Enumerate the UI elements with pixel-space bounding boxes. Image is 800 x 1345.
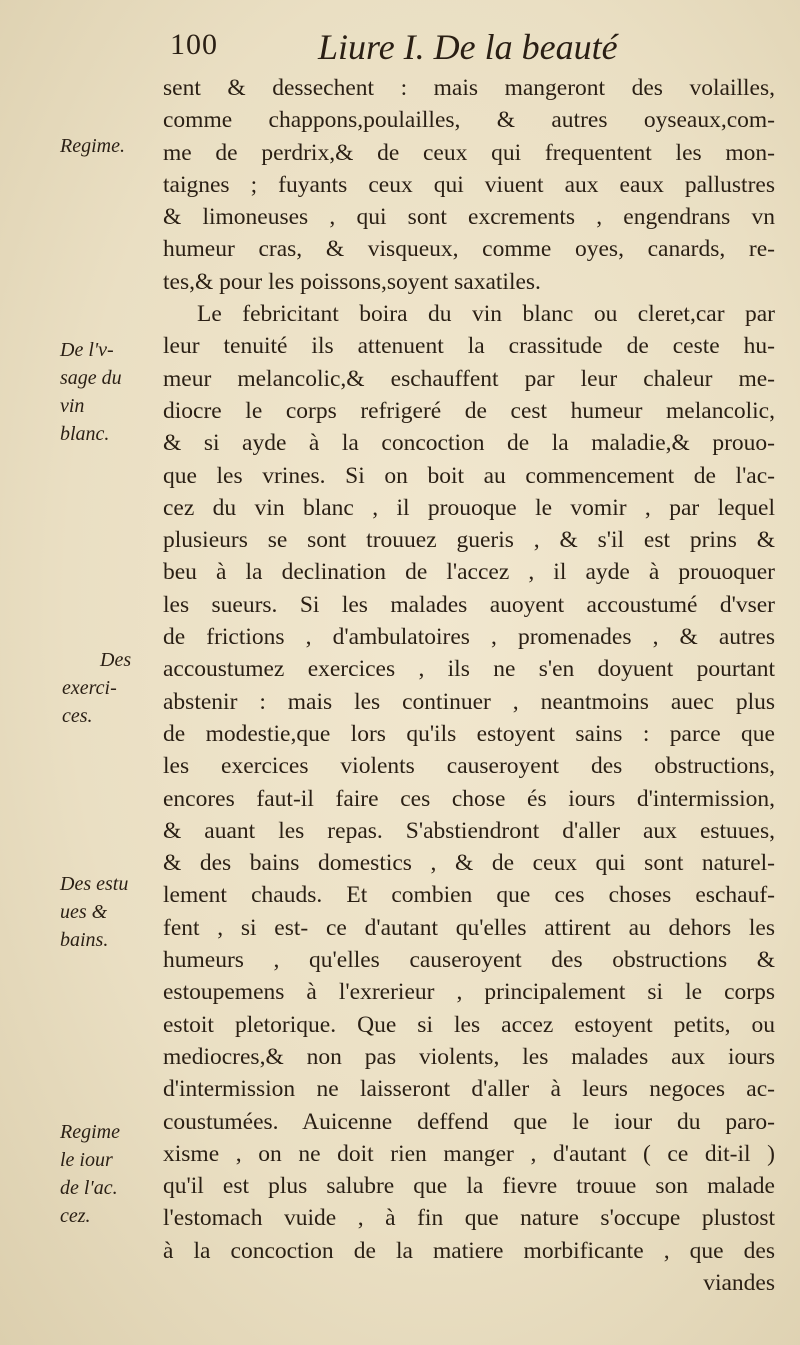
margin-note-line: ues & xyxy=(60,901,108,923)
text-line: humeurs , qu'elles causeroyent des obstructions & xyxy=(163,947,775,974)
text-line: que les vrines. Si on boit au commencement de l'ac- xyxy=(163,462,775,489)
margin-note-exercices xyxy=(60,646,160,730)
margin-note-line: de l'ac. xyxy=(60,1177,118,1199)
page-number: 100 xyxy=(170,28,218,61)
text-line: & auant les repas. S'abstiendront d'aller aux estuues, xyxy=(163,817,775,844)
margin-note-line: blanc. xyxy=(60,423,110,445)
text-line: meur melancolic,& eschauffent par leur chaleur me- xyxy=(163,365,775,392)
text-line: de frictions , d'ambulatoires , promenades , & autres xyxy=(163,624,775,651)
margin-note-line: ces. xyxy=(62,705,93,727)
catchword: viandes xyxy=(703,1269,775,1296)
margin-note-line: De l'v- xyxy=(60,339,114,361)
text-line: sent & dessechent : mais mangeront des volailles, xyxy=(163,75,775,101)
text-line: l'estomach vuide , à fin que nature s'occupe plustost xyxy=(163,1205,775,1232)
text-line: d'intermission ne laisseront d'aller à leurs negoces ac- xyxy=(163,1076,775,1103)
text-line: diocre le corps refrigeré de cest humeur melancolic, xyxy=(163,397,775,424)
text-line: taignes ; fuyants ceux qui viuent aux eaux pallustres xyxy=(163,171,775,198)
text-line: à la concoction de la matiere morbificante , que des xyxy=(163,1237,775,1264)
text-line: leur tenuité ils attenuent la crassitude de ceste hu- xyxy=(163,333,775,360)
running-title: Liure I. De la beauté xyxy=(318,27,618,67)
margin-note-line: vin xyxy=(60,395,85,417)
page-header xyxy=(170,22,670,72)
text-line: mediocres,& non pas violents, les malades aux iours xyxy=(163,1043,775,1070)
margin-note-line: Regime. xyxy=(60,135,125,157)
margin-note-line: cez. xyxy=(60,1205,91,1227)
text-line: abstenir : mais les continuer , neantmoins auec plus xyxy=(163,688,775,715)
text-line: les sueurs. Si les malades auoyent accoustumé d'vser xyxy=(163,591,775,618)
text-line: beu à la declination de l'accez , il ayde à prouoquer xyxy=(163,559,775,586)
text-line: comme chappons,poulailles, & autres oyseaux,com- xyxy=(163,107,775,134)
text-line: & des bains domestics , & de ceux qui sont naturel- xyxy=(163,850,775,877)
text-line: lement chauds. Et combien que ces choses eschauf- xyxy=(163,882,775,909)
text-line: cez du vin blanc , il prouoque le vomir , par lequel xyxy=(163,494,775,521)
text-line: xisme , on ne doit rien manger , d'autant ( ce dit-il ) xyxy=(163,1140,775,1167)
margin-note-line: bains. xyxy=(60,929,109,951)
margin-note-line: exerci- xyxy=(62,677,117,699)
text-line: encores faut-il faire ces chose és iours d'intermission, xyxy=(163,785,775,812)
margin-note-line: sage du xyxy=(60,367,122,389)
text-line: accoustumez exercices , ils ne s'en doyuent pourtant xyxy=(163,656,775,683)
text-line: coustumées. Auicenne deffend que le iour du paro- xyxy=(163,1108,775,1135)
text-line: de modestie,que lors qu'ils estoyent sains : parce que xyxy=(163,720,775,747)
text-line: humeur cras, & visqueux, comme oyes, canards, re- xyxy=(163,236,775,263)
margin-note-vin-blanc xyxy=(60,336,160,448)
text-line: Le febricitant boira du vin blanc ou cleret,car par xyxy=(197,301,775,328)
margin-note-estuues-bains xyxy=(60,870,160,954)
text-line: fent , si est- ce d'autant qu'elles attirent au dehors les xyxy=(163,914,775,941)
text-line: tes,& pour les poissons,soyent saxatiles. xyxy=(163,268,541,295)
main-text xyxy=(163,72,775,1299)
text-line: estoit pletorique. Que si les accez estoyent petits, ou xyxy=(163,1011,775,1038)
text-line: & limoneuses , qui sont excrements , engendrans vn xyxy=(163,204,775,231)
margin-note-line: Des xyxy=(100,649,132,671)
margin-note-line: Regime xyxy=(60,1121,120,1143)
text-line: me de perdrix,& de ceux qui frequentent les mon- xyxy=(163,139,775,166)
margin-note-regime-accez xyxy=(60,1118,160,1230)
text-line: les exercices violents causeroyent des obstructions, xyxy=(163,753,775,780)
margin-note-line: Des estu xyxy=(60,873,129,895)
text-line: & si ayde à la concoction de la maladie,& prouo- xyxy=(163,430,775,457)
text-line: plusieurs se sont trouuez gueris , & s'il est prins & xyxy=(163,527,775,554)
text-line: estoupemens à l'exrerieur , principalement si le corps xyxy=(163,979,775,1006)
margin-note-line: le iour xyxy=(60,1149,113,1171)
margin-note-regime xyxy=(60,132,160,160)
text-line: qu'il est plus salubre que la fievre trouue son malade xyxy=(163,1173,775,1200)
